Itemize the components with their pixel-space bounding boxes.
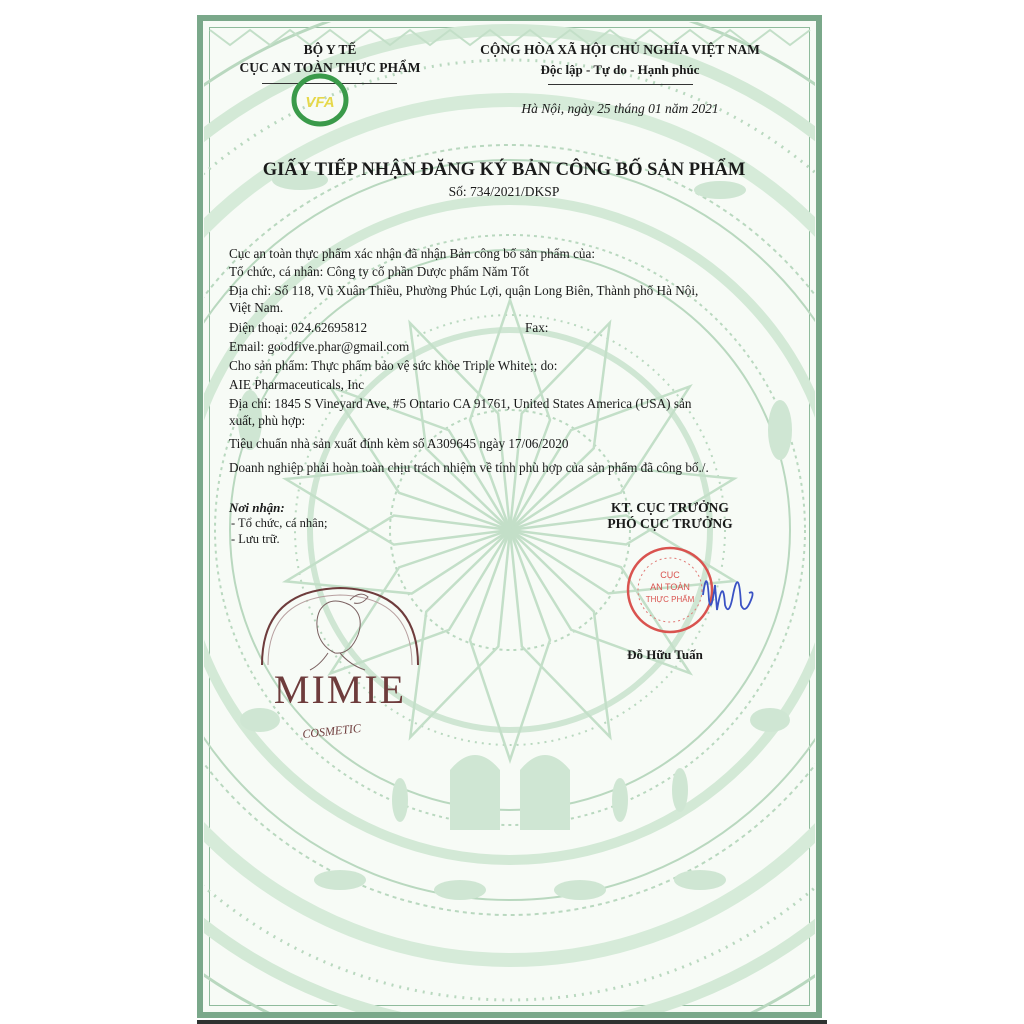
agency-name: CỤC AN TOÀN THỰC PHẨM bbox=[239, 60, 421, 75]
national-motto: Độc lập - Tự do - Hạnh phúc bbox=[540, 62, 700, 77]
organization-line: Tổ chức, cá nhân: Công ty cổ phần Dược phẩm Năm Tốt bbox=[229, 264, 530, 279]
svg-text:VFA: VFA bbox=[305, 94, 335, 111]
svg-text:AN TOÀN: AN TOÀN bbox=[650, 582, 690, 592]
recipients-label: Nơi nhận: bbox=[229, 500, 285, 515]
recipient-item: - Lưu trữ. bbox=[231, 532, 280, 546]
fax-line: Fax: bbox=[525, 320, 549, 335]
product-line: Cho sản phẩm: Thực phẩm bảo vệ sức khỏe Triple White;; do: bbox=[229, 358, 558, 373]
svg-text:CỤC: CỤC bbox=[660, 570, 680, 580]
signer-name: Đỗ Hữu Tuấn bbox=[627, 647, 703, 662]
document-title: GIẤY TIẾP NHẬN ĐĂNG KÝ BẢN CÔNG BỐ SẢN PHẨM bbox=[262, 160, 746, 180]
responsibility-line: Doanh nghiệp phải hoàn toàn chịu trách nhiệm về tính phù hợp của sản phẩm đã công bố./. bbox=[229, 460, 709, 475]
address-line-2: Việt Nam. bbox=[229, 300, 284, 315]
recipient-item: - Tổ chức, cá nhân; bbox=[231, 516, 328, 530]
email-line: Email: goodfive.phar@gmail.com bbox=[229, 339, 410, 354]
manufacturer-line: AIE Pharmaceuticals, Inc bbox=[229, 377, 365, 392]
signature-title-2: PHÓ CỤC TRƯỞNG bbox=[607, 516, 733, 531]
svg-text:THỰC PHẨM: THỰC PHẨM bbox=[645, 595, 695, 604]
header-right-rule bbox=[548, 84, 693, 85]
document-number: Số: 734/2021/DKSP bbox=[448, 184, 560, 199]
manufacturer-address-line-2: xuất, phù hợp: bbox=[229, 413, 306, 428]
manufacturer-address-line-1: Địa chỉ: 1845 S Vineyard Ave, #5 Ontario CA 91761, United States America (USA) sản bbox=[229, 396, 692, 411]
vfa-logo-icon bbox=[288, 72, 352, 128]
place-date: Hà Nội, ngày 25 tháng 01 năm 2021 bbox=[521, 101, 719, 116]
address-line-1: Địa chỉ: Số 118, Vũ Xuân Thiều, Phường Phúc Lợi, quận Long Biên, Thành phố Hà Nội, bbox=[229, 283, 699, 298]
signature-title-1: KT. CỤC TRƯỞNG bbox=[611, 500, 729, 515]
svg-text:MIMIE: MIMIE bbox=[273, 667, 407, 712]
standard-line: Tiêu chuẩn nhà sản xuất đính kèm số A309645 ngày 17/06/2020 bbox=[229, 436, 569, 451]
ministry-name: BỘ Y TẾ bbox=[303, 42, 357, 57]
signature-scribble-icon bbox=[695, 555, 765, 625]
country-name: CỘNG HÒA XÃ HỘI CHỦ NGHĨA VIỆT NAM bbox=[480, 42, 760, 57]
intro-line: Cục an toàn thực phẩm xác nhận đã nhận Bản công bố sản phẩm của: bbox=[229, 246, 596, 261]
svg-text:COSMETIC: COSMETIC bbox=[301, 720, 362, 742]
mimie-cosmetic-logo bbox=[250, 585, 430, 755]
phone-line: Điện thoại: 024.62695812 bbox=[229, 320, 368, 335]
